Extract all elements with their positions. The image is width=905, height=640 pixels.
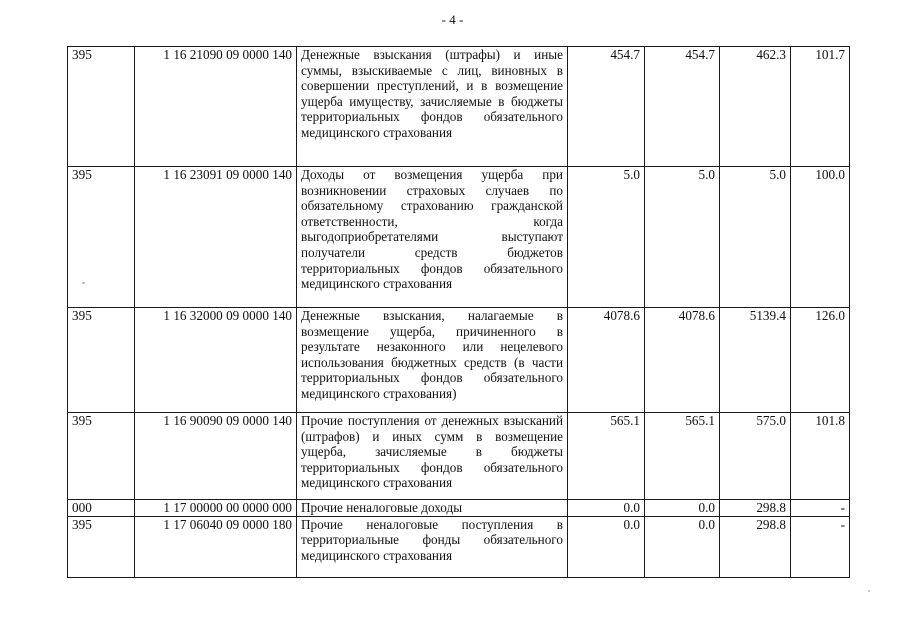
percent-cell: 126.0 <box>791 308 850 413</box>
budget-code-cell: 1 16 21090 09 0000 140 <box>135 47 297 167</box>
value-2-cell: 0.0 <box>645 500 720 517</box>
description-cell: Прочие неналоговые доходы <box>297 500 568 517</box>
description-cell: Прочие поступления от денежных взысканий (штрафов) и иных сумм в возмещение ущерба, зачисляемые в бюджеты территориальных фондов обязательного медицинского страхования <box>297 413 568 500</box>
description-cell: Прочие неналоговые поступления в территориальные фонды обязательного медицинского страхования <box>297 516 568 577</box>
value-2-cell: 5.0 <box>645 167 720 308</box>
value-3-cell: 5139.4 <box>720 308 791 413</box>
description-cell: Денежные взыскания (штрафы) и иные суммы, взыскиваемые с лиц, виновных в совершении преступлений, и в возмещение ущерба имуществу, зачисляемые в бюджеты территориальных фондов обязательного медицинского страхования <box>297 47 568 167</box>
admin-code-cell: 395 <box>68 47 135 167</box>
page-number: - 4 - <box>441 12 464 27</box>
percent-cell: 101.8 <box>791 413 850 500</box>
description-cell: Денежные взыскания, налагаемые в возмещение ущерба, причиненного в результате незаконного или нецелевого использования бюджетных средств (в части территориальных фондов обязательного медицинского страхования) <box>297 308 568 413</box>
value-2-cell: 454.7 <box>645 47 720 167</box>
value-3-cell: 575.0 <box>720 413 791 500</box>
percent-cell: - <box>791 500 850 517</box>
table-row <box>68 167 850 308</box>
budget-code-cell: 1 17 00000 00 0000 000 <box>135 500 297 517</box>
table-row <box>68 413 850 500</box>
revenue-table <box>67 46 850 578</box>
budget-code-cell: 1 16 90090 09 0000 140 <box>135 413 297 500</box>
admin-code-cell: 395 <box>68 516 135 577</box>
table-row <box>68 47 850 167</box>
value-3-cell: 5.0 <box>720 167 791 308</box>
percent-cell: 100.0 <box>791 167 850 308</box>
value-1-cell: 0.0 <box>568 500 645 517</box>
value-2-cell: 565.1 <box>645 413 720 500</box>
value-2-cell: 0.0 <box>645 516 720 577</box>
value-1-cell: 565.1 <box>568 413 645 500</box>
value-2-cell: 4078.6 <box>645 308 720 413</box>
admin-code-cell: 395 <box>68 167 135 308</box>
table-row <box>68 516 850 577</box>
table-row <box>68 308 850 413</box>
table-row <box>68 500 850 517</box>
scan-speck <box>868 590 870 592</box>
scan-speck <box>82 282 85 284</box>
budget-code-cell: 1 16 23091 09 0000 140 <box>135 167 297 308</box>
budget-code-cell: 1 17 06040 09 0000 180 <box>135 516 297 577</box>
value-3-cell: 462.3 <box>720 47 791 167</box>
value-3-cell: 298.8 <box>720 516 791 577</box>
admin-code-cell: 395 <box>68 308 135 413</box>
percent-cell: 101.7 <box>791 47 850 167</box>
budget-code-cell: 1 16 32000 09 0000 140 <box>135 308 297 413</box>
admin-code-cell: 000 <box>68 500 135 517</box>
value-1-cell: 4078.6 <box>568 308 645 413</box>
value-1-cell: 454.7 <box>568 47 645 167</box>
value-3-cell: 298.8 <box>720 500 791 517</box>
percent-cell: - <box>791 516 850 577</box>
value-1-cell: 0.0 <box>568 516 645 577</box>
description-cell: Доходы от возмещения ущерба при возникновении страховых случаев по обязательному страхованию гражданской ответственности, когда выгодоприобретателями выступают получатели средств бюджетов территориальных фондов обязательного медицинского страхования <box>297 167 568 308</box>
value-1-cell: 5.0 <box>568 167 645 308</box>
admin-code-cell: 395 <box>68 413 135 500</box>
